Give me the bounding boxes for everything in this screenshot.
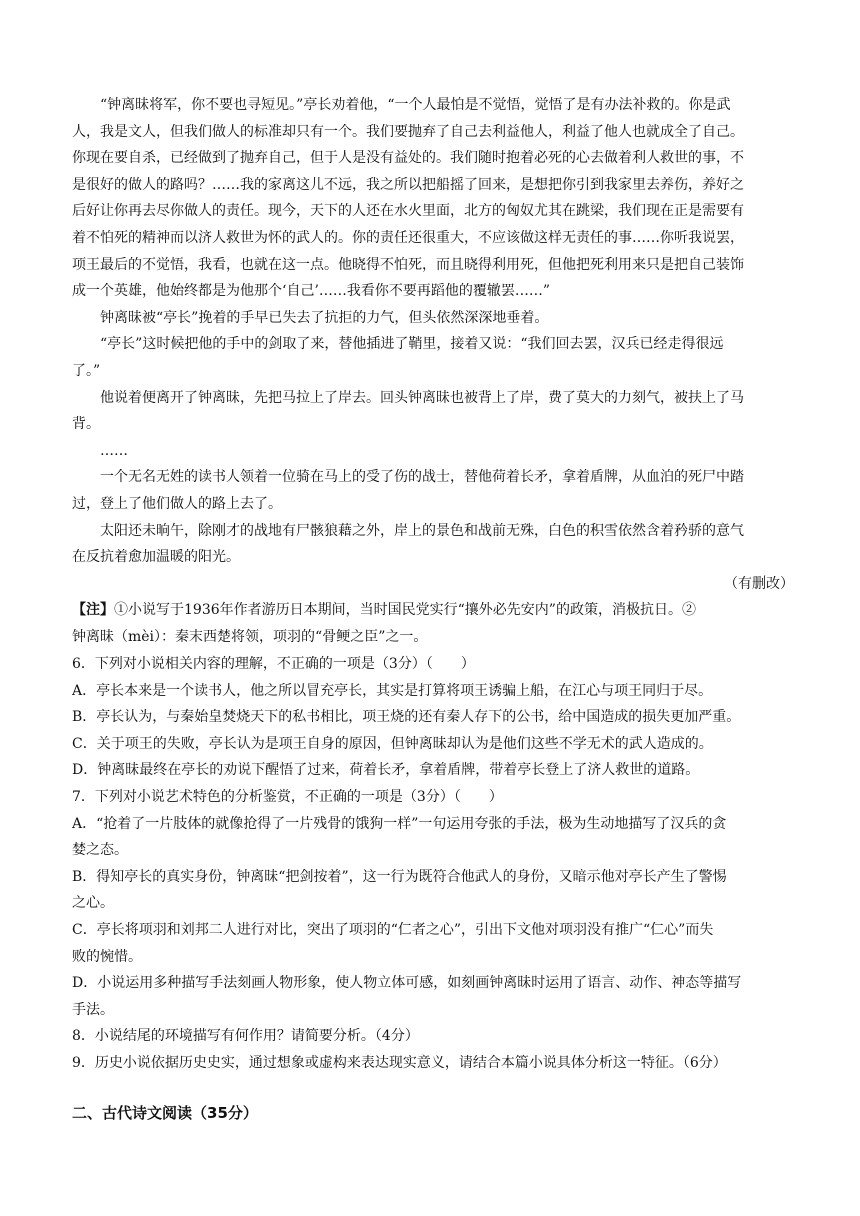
annotation-label: 【注】 xyxy=(72,602,114,619)
option-6d: D．钟离昧最终在亭长的劝说下醒悟了过来，荷着长矛，拿着盾牌，带着亭长登上了济人救世的道路。 xyxy=(72,762,700,779)
section-heading: 二、古代诗文阅读（35分） xyxy=(72,1104,258,1122)
story-paragraph-dialogue xyxy=(72,92,794,650)
text-line: 成一个英雄，他始终都是为他那个‘自己’……我看你不要再蹈他的覆辙罢……” xyxy=(72,283,551,300)
text-line: 了。” xyxy=(72,362,101,379)
text-line: 你现在要自杀，已经做到了抛弃自己，但于人是没有益处的。我们随时抱着必死的心去做着利人救世的事，不 xyxy=(72,150,744,167)
text-line: “亭长”这时候把他的手中的剑取了来，替他插进了鞘里，接着又说：“我们回去罢，汉兵已经走得很远 xyxy=(72,336,724,353)
question-list xyxy=(72,651,794,1077)
option-7c: C．亭长将项羽和刘邦二人进行对比，突出了项羽的“仁者之心”，引出下文他对项羽没有推广“仁心”而失 xyxy=(72,921,714,938)
text-line: 背。 xyxy=(72,416,100,433)
text-line: 是很好的做人的路吗？……我的家离这儿不远，我之所以把船摇了回来，是想把你引到我家里去养伤，养好之 xyxy=(72,176,744,193)
option-7a: A．“抢着了一片肢体的就像抢得了一片残骨的饿狗一样”一句运用夸张的手法，极为生动地描写了汉兵的贪 xyxy=(72,815,727,832)
text-line: 钟离昧被“亭长”挽着的手早已失去了抗拒的力气，但头依然深深地垂着。 xyxy=(72,309,549,326)
option-7c-cont: 败的惋惜。 xyxy=(72,948,142,965)
option-7b: B．得知亭长的真实身份，钟离昧“把剑按着”，这一行为既符合他武人的身份，又暗示他对亭长产生了警惕 xyxy=(72,868,727,885)
annotation-line-1 xyxy=(72,597,794,624)
text-line: 人，我是文人，但我们做人的标准却只有一个。我们要抛弃了自己去利益他人，利益了他人也就成全了自己。 xyxy=(72,123,744,140)
annotation-text: ①小说写于1936年作者游历日本期间，当时国民党实行“攘外必先安内”的政策，消极抗日。② xyxy=(114,602,696,619)
ellipsis-line: …… xyxy=(72,442,128,459)
annotation-line-2: 钟离昧（mèi）：秦末西楚将领，项羽的“骨鲠之臣”之一。 xyxy=(72,628,428,645)
option-7d-cont: 手法。 xyxy=(72,1001,114,1018)
text-line: 一个无名无姓的读书人领着一位骑在马上的受了伤的战士，替他荷着长矛，拿着盾牌，从血泊的死尸中踏 xyxy=(72,469,744,486)
text-line: “钟离昧将军，你不要也寻短见。”亭长劝着他，“一个人最怕是不觉悟，觉悟了是有办法补救的。你是武 xyxy=(72,97,731,113)
text-line: 在反抗着愈加温暖的阳光。 xyxy=(72,549,240,566)
option-7a-cont: 婪之态。 xyxy=(72,842,128,859)
text-line: 他说着便离开了钟离昧，先把马拉上了岸去。回头钟离昧也被背上了岸，费了莫大的力刻气，被扶上了马 xyxy=(72,389,744,406)
source-note: （有删改） xyxy=(724,575,794,592)
text-line: 过，登上了他们做人的路上去了。 xyxy=(72,495,282,512)
question-9: 9．历史小说依据历史史实，通过想象或虚构来表达现实意义，请结合本篇小说具体分析这一特征。（6分） xyxy=(72,1054,727,1071)
question-7: 7．下列对小说艺术特色的分析鉴赏，不正确的一项是（3分）（ ） xyxy=(72,788,503,805)
option-6c: C．关于项王的失败，亭长认为是项王自身的原因，但钟离昧却认为是他们这些不学无术的武人造成的。 xyxy=(72,735,713,752)
option-7d: D．小说运用多种描写手法刻画人物形象，使人物立体可感，如刻画钟离昧时运用了语言、动作、神态等描写 xyxy=(72,975,742,992)
option-6a: A．亭长本来是一个读书人，他之所以冒充亭长，其实是打算将项王诱骗上船，在江心与项王同归于尽。 xyxy=(72,682,713,699)
text-line: 项王最后的不觉悟，我看，也就在这一点。他晓得不怕死，而且晓得利用死，但他把死利用来只是把自己装饰 xyxy=(72,256,744,273)
text-line: 太阳还未晌午，除刚才的战地有尸骸狼藉之外，岸上的景色和战前无殊，白色的积雪依然含着矜骄的意气 xyxy=(72,522,744,539)
option-6b: B．亭长认为，与秦始皇焚烧天下的私书相比，项王烧的还有秦人存下的公书，给中国造成的损失更加严重。 xyxy=(72,709,741,726)
text-line: 后好让你再去尽你做人的责任。现今，天下的人还在水火里面，北方的匈奴尤其在跳梁，我们现在正是需要有 xyxy=(72,203,744,220)
option-7b-cont: 之心。 xyxy=(72,895,114,912)
question-8: 8．小说结尾的环境描写有何作用？请简要分析。（4分） xyxy=(72,1028,419,1045)
question-6: 6．下列对小说相关内容的理解，不正确的一项是（3分）（ ） xyxy=(72,656,475,672)
text-line: 着不怕死的精神而以济人救世为怀的武人的。你的责任还很重大，不应该做这样无责任的事……你听我说罢， xyxy=(72,229,744,246)
